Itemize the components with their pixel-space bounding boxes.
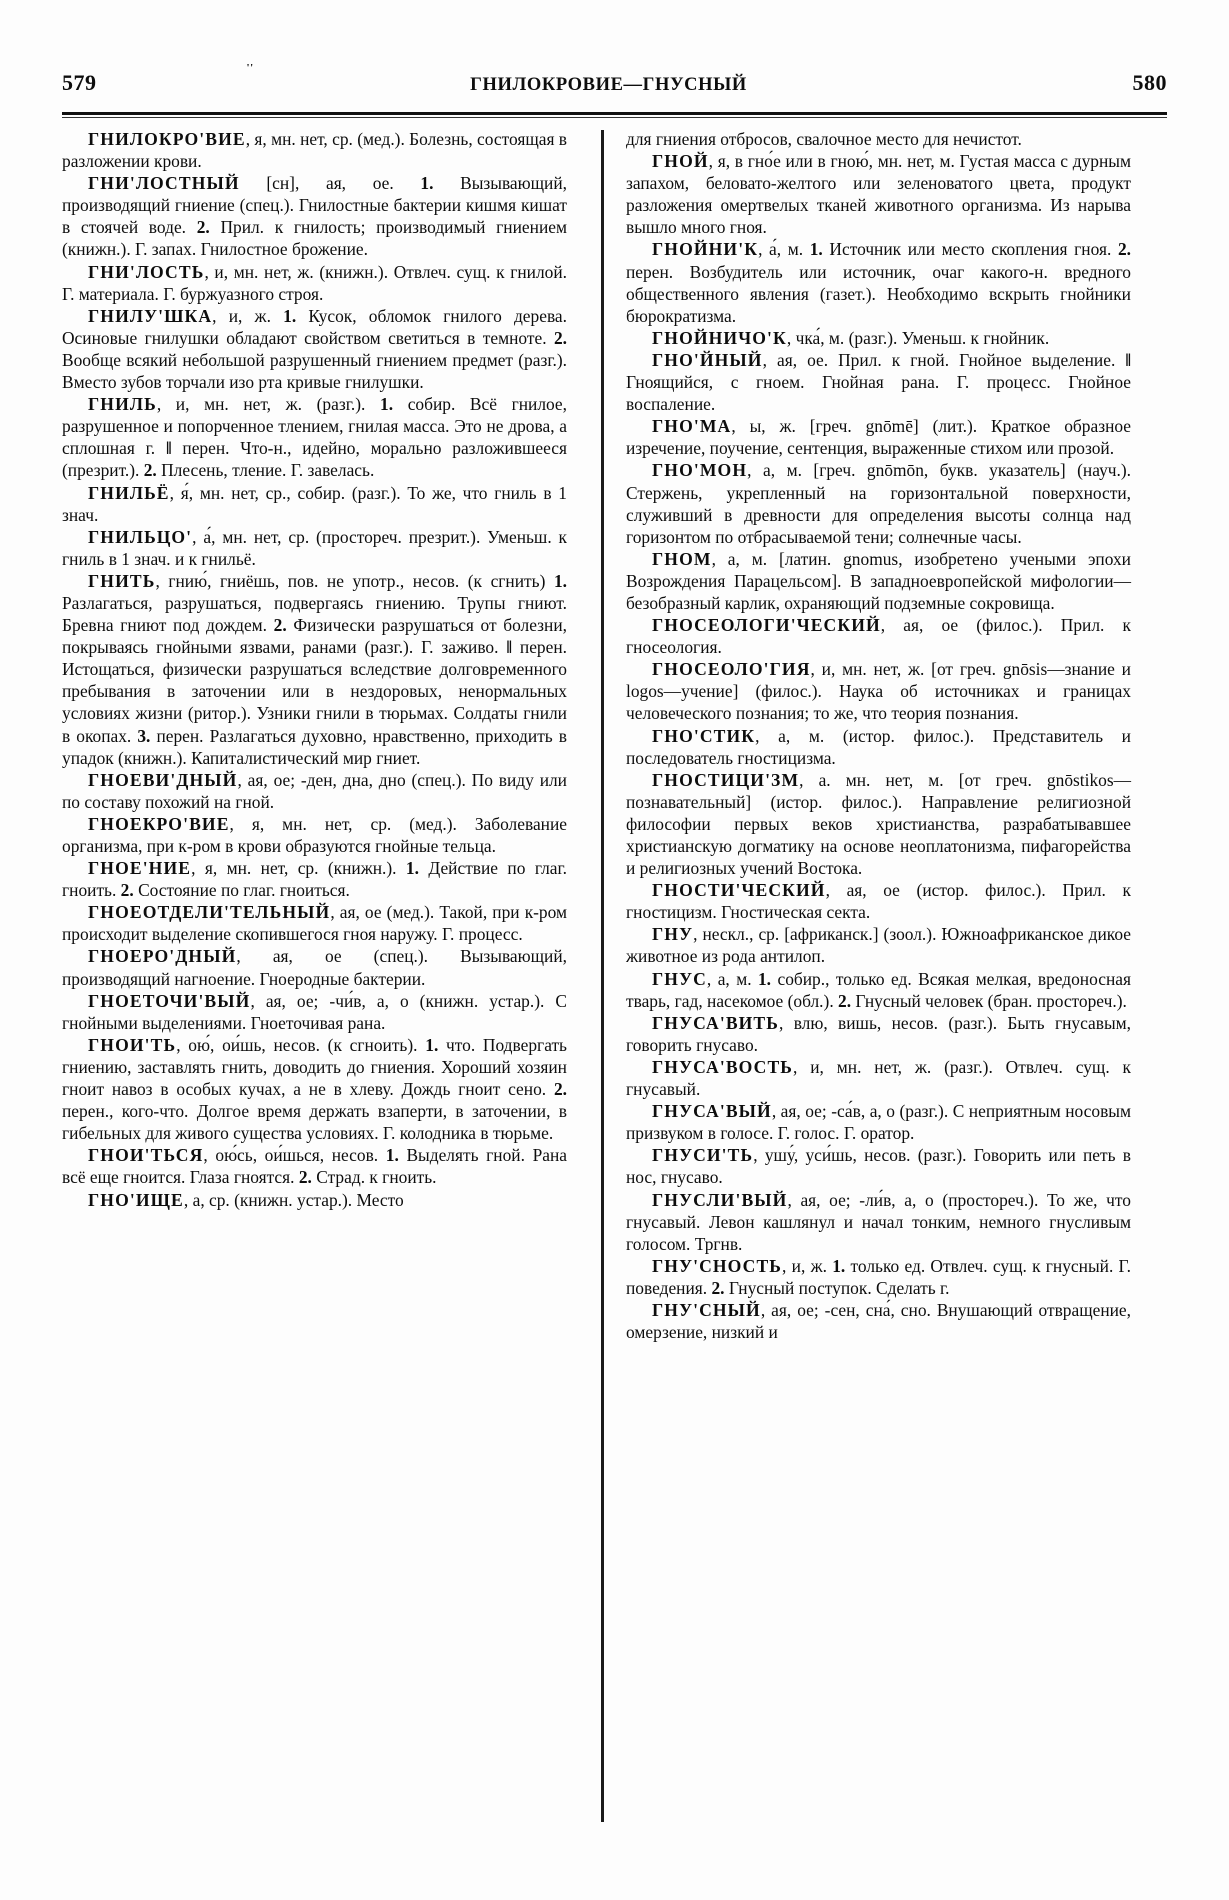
- entry-headword: ГНУСА'ВЫЙ: [652, 1101, 772, 1122]
- entry-headword: ГНУСА'ВИТЬ: [652, 1012, 779, 1033]
- rule-thin: [62, 117, 1167, 118]
- rule-thick: [62, 112, 1167, 115]
- dictionary-entry: [62, 128, 567, 172]
- dictionary-entry: [62, 1144, 567, 1188]
- sense-number: 1.: [396, 858, 429, 879]
- entry-body: для гниения отбросов, свалочное место для нечистот.: [626, 129, 1022, 149]
- dictionary-entry: [62, 857, 567, 901]
- sense-number: 2.: [546, 1079, 567, 1100]
- entry-headword: ГНУСЛИ'ВЫЙ: [652, 1189, 788, 1210]
- entry-headword: ГНО'МОН: [652, 460, 748, 481]
- entry-headword: ГНОЕКРО'ВИЕ: [88, 813, 230, 834]
- entry-headword: ГНОЕОТДЕЛИ'ТЕЛЬНЫЙ: [88, 902, 331, 923]
- dictionary-entry: [62, 172, 567, 260]
- dictionary-entry: [62, 813, 567, 857]
- dictionary-entry: [626, 879, 1131, 923]
- entry-headword: ГНОИ'ТЬ: [88, 1034, 177, 1055]
- entry-body: , и, ж. 1. только ед. Отвлеч. сущ. к гнусный. Г. поведения. 2. Гнусный поступок. Сделать г.: [626, 1255, 1131, 1298]
- dictionary-entry: [62, 1034, 567, 1144]
- entry-headword: ГНИЛЬЦО': [88, 526, 193, 547]
- dictionary-entry: [62, 305, 567, 393]
- header-rules: [62, 112, 1167, 118]
- dictionary-entry: [62, 526, 567, 570]
- entry-body: , я́, мн. нет, ср., собир. (разг.). То же, что гниль в 1 знач.: [62, 482, 567, 525]
- dictionary-entry: [626, 1189, 1131, 1255]
- entry-body: , а. мн. нет, м. [от греч. gnōstikos—познавательный] (истор. филос.). Направление религиозной философии первых веков христианства, разрабатывавшее христианскую догматику на основе неоплатонизма, пифагорейства и религиозных учений Востока.: [626, 769, 1131, 879]
- entry-body: , чка́, м. (разг.). Уменьш. к гнойник.: [786, 327, 1050, 348]
- entry-headword: ГНУ: [652, 924, 694, 945]
- paragraph-mark: ‖: [506, 637, 512, 658]
- entry-body: , и, мн. нет, ж. (разг.). 1. собир. Всё гнилое, разрушенное и попорченное тлением, гнилая масса. Это не дрова, а сплошная г. ‖ перен. Что-н., идейно, морально разложившееся (презрит.). 2. Плесень, тление. Г. завелась.: [62, 394, 568, 481]
- dictionary-entry: [626, 968, 1131, 1012]
- dictionary-entry: [626, 769, 1131, 879]
- entry-continuation: [626, 128, 1131, 150]
- dictionary-entry: [626, 459, 1131, 547]
- entry-headword: ГНУС: [652, 968, 707, 989]
- entry-headword: ГНУ'СНОСТЬ: [652, 1255, 783, 1276]
- entry-headword: ГНОИ'ТЬСЯ: [88, 1145, 204, 1166]
- folio-left: 579: [62, 70, 97, 95]
- entry-body: , а́, мн. нет, ср. (простореч. презрит.). Уменьш. к гниль в 1 знач. и к гнильё.: [62, 526, 567, 569]
- sense-number: 1.: [378, 1145, 407, 1166]
- entry-body: , ая, ое. Прил. к гной. Гнойное выделение. ‖ Гноящийся, с гноем. Гнойная рана. Г. процесс. Гнойное воспаление.: [626, 349, 1131, 415]
- entry-headword: ГНОЕТОЧИ'ВЫЙ: [88, 990, 251, 1011]
- entry-body: , и, мн. нет, ж. (разг.). Отвлеч. сущ. к гнусавый.: [626, 1056, 1131, 1100]
- dictionary-entry: [626, 238, 1131, 326]
- dictionary-entry: [62, 901, 567, 945]
- entry-headword: ГНИ'ЛОСТЬ: [88, 261, 205, 282]
- entry-body: , а, м. 1. собир., только ед. Всякая мелкая, вредоносная тварь, гад, насекомое (обл.). 2. Гнусный человек (бран. простореч.).: [626, 968, 1131, 1011]
- entry-body: , ая, ое (спец.). Вызывающий, производящий нагноение. Гноеродные бактерии.: [62, 946, 567, 989]
- paragraph-mark: ‖: [1125, 349, 1131, 370]
- running-head-title: [91, 62, 1127, 96]
- dictionary-entry: [62, 393, 567, 481]
- sense-number: 2.: [139, 460, 162, 481]
- dictionary-entry: [626, 548, 1131, 614]
- entry-body: , ая, ое; -сен, сна́, сно. Внушающий отвращение, омерзение, низкий и: [626, 1299, 1131, 1343]
- entry-body: , я, в гно́е или в гною́, мн. нет, м. Густая масса с дурным запахом, беловато-желтого или зеленоватого цвета, продукт разложения омертвелых тканей животного организма. Из нарыва вышло много гноя.: [626, 151, 1131, 238]
- text-columns: [62, 128, 1167, 1828]
- entry-headword: ГНО'МА: [652, 416, 732, 437]
- dictionary-entry: [626, 923, 1131, 967]
- column-left: [62, 128, 587, 1828]
- entry-headword: ГНОЕРО'ДНЫЙ: [88, 946, 237, 967]
- sense-number: 2.: [267, 615, 294, 636]
- sense-number: 1.: [417, 1034, 447, 1055]
- sense-number: 2.: [707, 1277, 729, 1298]
- tick-mark: '': [246, 62, 254, 74]
- entry-headword: ГНОСТИЦИ'ЗМ: [652, 769, 800, 790]
- entry-body: , а, м. [греч. gnōmōn, букв. указатель] (науч.). Стержень, укрепленный на горизонтальной поверхности, служивший в древности для определения высоты солнца над горизонтом по отбрасываемой тени; солнечные часы.: [626, 460, 1131, 547]
- dictionary-entry: [626, 614, 1131, 658]
- dictionary-entry: [626, 1144, 1131, 1188]
- dictionary-entry: [62, 482, 567, 526]
- entry-headword: ГНИЛУ'ШКА: [88, 305, 213, 326]
- entry-headword: ГНОЙНИ'К: [652, 239, 759, 260]
- sense-number: 3.: [131, 725, 157, 746]
- sense-number: 1.: [270, 305, 309, 326]
- dictionary-entry: [62, 990, 567, 1034]
- entry-body: , ая, ое; -ли́в, а, о (простореч.). То же, что гнусавый. Левон кашлянул и начал тонким, немного гнусливым голосом. Тргнв.: [626, 1189, 1131, 1254]
- sense-number: 2.: [294, 1167, 317, 1188]
- entry-body: , ы, ж. [греч. gnōmē] (лит.). Краткое образное изречение, поучение, сентенция, выраженные стихом или прозой.: [626, 416, 1131, 459]
- entry-body: , ая, ое; -са́в, а, о (разг.). С неприятным носовым призвуком в голосе. Г. голос. Г. оратор.: [626, 1101, 1131, 1144]
- dictionary-entry: [626, 1299, 1131, 1343]
- entry-body: , ая, ое; -ден, дна, дно (спец.). По виду или по составу похожий на гной.: [62, 769, 567, 812]
- entry-body: , влю, вишь, несов. (разг.). Быть гнусавым, говорить гнусаво.: [626, 1012, 1131, 1055]
- entry-body: , и, ж. 1. Кусок, обломок гнилого дерева. Осиновые гнилушки обладают свойством светиться в темноте. 2. Вообще всякий небольшой разрушенный гниением предмет (разг.). Вместо зубов торчали изо рта кривые гнилушки.: [62, 305, 568, 393]
- sense-number: 1.: [393, 173, 461, 194]
- running-head-text: ГНИЛОКРОВИЕ—ГНУСНЫЙ: [470, 75, 747, 95]
- entry-body: , ушу́, уси́шь, несов. (разг.). Говорить или петь в нос, гнусаво.: [626, 1145, 1131, 1188]
- paragraph-mark: ‖: [165, 438, 172, 459]
- running-head: [62, 62, 1167, 96]
- sense-number: 1.: [826, 1255, 851, 1276]
- entry-body: , а, м. [латин. gnomus, изобретено учеными эпохи Возрождения Парацельсом]. В западноевропейской мифологии—безобразный карлик, охраняющий подземные сокровища.: [626, 548, 1131, 613]
- entry-body: , нескл., ср. [африканск.] (зоол.). Южноафриканское дикое животное из рода антилоп.: [626, 924, 1131, 967]
- entry-body: , гнию́, гниёшь, пов. не употр., несов. (к сгнить) 1. Разлагаться, разрушаться, подвергаясь гниению. Трупы гниют. Бревна гниют под дождем. 2. Физически разрушаться от болезни, покрываясь гнойными язвами, ранами (разг.). Г. заживо. ‖ перен. Истощаться, физически разрушаться вследствие долговременного пребывания в заточении или в нездоровых, ненормальных условиях жизни (ритор.). Узники гнили в тюрьмах. Солдаты гнили в окопах. 3. перен. Разлагаться духовно, нравственно, приходить в упадок (книжн.). Капиталистический мир гниет.: [62, 570, 567, 768]
- entry-body: , я, мн. нет, ср. (мед.). Заболевание организма, при к-ром в крови образуются гнойные тельца.: [62, 813, 567, 856]
- sense-number: 2.: [186, 217, 221, 238]
- dictionary-entry: [626, 1056, 1131, 1100]
- entry-headword: ГНУ'СНЫЙ: [652, 1299, 761, 1320]
- entry-body: , и, мн. нет, ж. (книжн.). Отвлеч. сущ. к гнилой. Г. материала. Г. буржуазного строя.: [62, 261, 567, 304]
- sense-number: 2.: [546, 327, 568, 348]
- entry-body: , я, мн. нет, ср. (мед.). Болезнь, состоящая в разложении крови.: [62, 129, 568, 172]
- dictionary-entry: [626, 725, 1131, 769]
- entry-headword: ГНИТЬ: [88, 570, 156, 591]
- entry-headword: ГНИЛОКРО'ВИЕ: [88, 129, 246, 149]
- entry-body: [сн], ая, ое. 1. Вызывающий, производящий гниение (спец.). Гнилостные бактерии кишмя кишат в стоячей воде. 2. Прил. к гнилость; производимый гниением (книжн.). Г. запах. Гнилостное брожение.: [62, 173, 567, 260]
- dictionary-entry: [62, 261, 567, 305]
- column-divider: [601, 130, 604, 1822]
- entry-body: , и, мн. нет, ж. [от греч. gnōsis—знание и logos—учение] (филос.). Наука об источниках и границах человеческого познания; то же, что теория познания.: [626, 659, 1131, 724]
- sense-number: 1.: [545, 570, 567, 591]
- entry-headword: ГНОМ: [652, 548, 712, 569]
- dictionary-entry: [626, 1100, 1131, 1144]
- dictionary-entry: [626, 349, 1131, 415]
- dictionary-entry: [62, 945, 567, 989]
- entry-headword: ГНО'ИЩЕ: [88, 1189, 184, 1210]
- entry-body: , ая, ое (истор. филос.). Прил. к гностицизм. Гностическая секта.: [626, 880, 1131, 923]
- dictionary-entry: [626, 1012, 1131, 1056]
- sense-number: 1.: [751, 968, 778, 989]
- entry-headword: ГНИ'ЛОСТНЫЙ: [88, 173, 240, 194]
- sense-number: 2.: [833, 990, 856, 1011]
- entry-headword: ГНОСТИ'ЧЕСКИЙ: [652, 880, 826, 901]
- entry-body: , ая, ое (филос.). Прил. к гносеология.: [626, 615, 1131, 658]
- dictionary-entry: [626, 415, 1131, 459]
- dictionary-entry: [626, 327, 1131, 349]
- entry-body: , ая, ое (мед.). Такой, при к-ром происходит выделение скопившегося гноя наружу. Г. процесс.: [62, 902, 567, 945]
- entry-headword: ГНИЛЬЁ: [88, 482, 170, 503]
- entry-headword: ГНУСА'ВОСТЬ: [652, 1056, 794, 1077]
- entry-headword: ГНОСЕОЛО'ГИЯ: [652, 659, 811, 680]
- entry-headword: ГНОСЕОЛОГИ'ЧЕСКИЙ: [652, 615, 881, 636]
- entry-body: , а, м. (истор. филос.). Представитель и последователь гностицизма.: [626, 725, 1131, 768]
- entry-headword: ГНУСИ'ТЬ: [652, 1145, 754, 1166]
- entry-body: , я, мн. нет, ср. (книжн.). 1. Действие по глаг. гноить. 2. Состояние по глаг. гноиться.: [62, 858, 567, 901]
- dictionary-entry: [626, 658, 1131, 724]
- entry-headword: ГНОЙ: [652, 151, 709, 172]
- folio-right: 580: [1132, 70, 1167, 95]
- entry-headword: ГНО'ЙНЫЙ: [652, 349, 763, 370]
- dictionary-entry: [626, 150, 1131, 238]
- entry-body: , а́, м. 1. Источник или место скопления гноя. 2. перен. Возбудитель или источник, очаг какого-н. вредного общественного явления (газет.). Необходимо вскрыть гнойники бюрократизма.: [626, 239, 1131, 326]
- sense-number: 1.: [365, 394, 408, 415]
- entry-headword: ГНОЕВИ'ДНЫЙ: [88, 769, 238, 790]
- sense-number: 2.: [1111, 239, 1131, 260]
- entry-body: , а, ср. (книжн. устар.). Место: [183, 1189, 404, 1210]
- entry-body: , ая, ое; -чи́в, а, о (книжн. устар.). С гнойными выделениями. Гноеточивая рана.: [62, 990, 567, 1033]
- entry-headword: ГНИЛЬ: [88, 394, 157, 415]
- sense-number: 2.: [116, 880, 139, 901]
- entry-headword: ГНО'СТИК: [652, 725, 756, 746]
- entry-body: , ою́сь, ои́шься, несов. 1. Выделять гной. Рана всё еще гноится. Глаза гноятся. 2. Страд. к гноить.: [62, 1145, 567, 1188]
- dictionary-entry: [62, 1189, 567, 1211]
- entry-body: , ою́, ои́шь, несов. (к сгноить). 1. что. Подвергать гниению, заставлять гнить, доводить до гниения. Хороший хозяин гноит навоз в особых кучах, а не в хлеву. Дождь гноит сено. 2. перен., кого-что. Долгое время держать взаперти, в заточении, в гибельных для живого существа условиях. Г. колодника в тюрьме.: [62, 1034, 567, 1144]
- entry-headword: ГНОЙНИЧО'К: [652, 327, 787, 348]
- column-right: [620, 128, 1131, 1828]
- dictionary-entry: [62, 769, 567, 813]
- dictionary-entry: [626, 1255, 1131, 1299]
- sense-number: 1.: [803, 239, 830, 260]
- dictionary-entry: [62, 570, 567, 769]
- entry-headword: ГНОЕ'НИЕ: [88, 858, 192, 879]
